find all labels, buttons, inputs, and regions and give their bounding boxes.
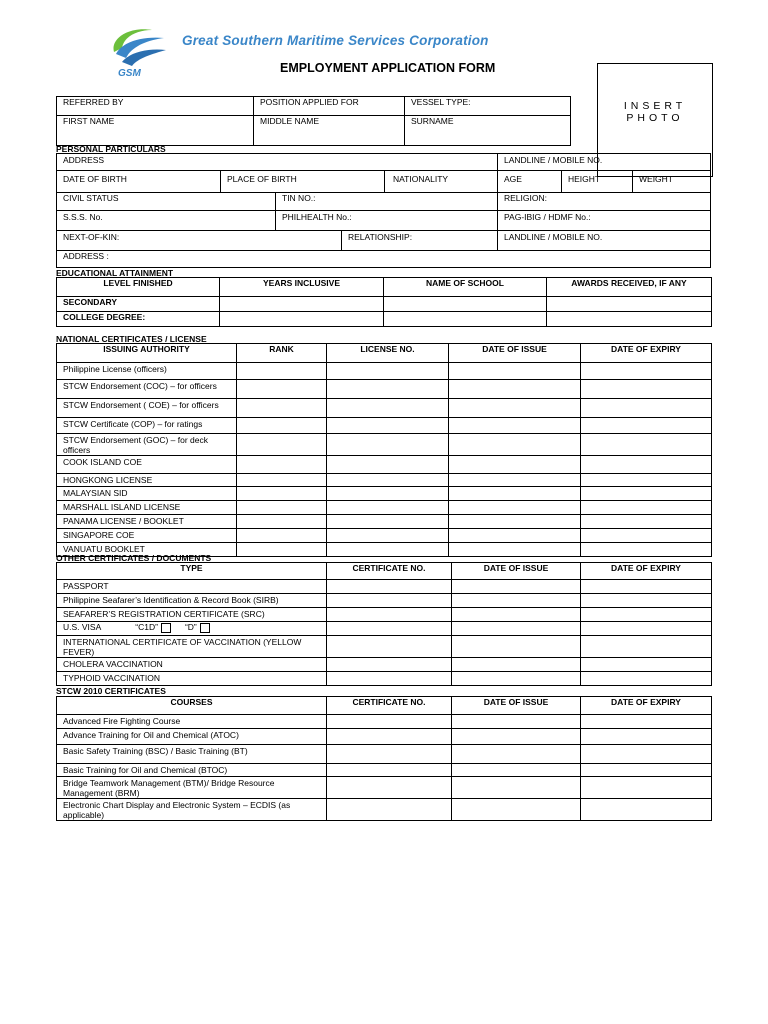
entry-cell[interactable]	[581, 764, 712, 777]
table-row	[57, 501, 712, 515]
row-label: Advanced Fire Fighting Course	[57, 715, 327, 729]
entry-cell[interactable]	[452, 799, 581, 821]
education-cell[interactable]	[547, 312, 712, 327]
address-field[interactable]: ADDRESS	[63, 155, 105, 165]
entry-cell[interactable]	[327, 622, 452, 636]
philhealth-field[interactable]: PHILHEALTH No.:	[282, 212, 352, 222]
entry-cell[interactable]	[327, 434, 449, 456]
vessel-type-field[interactable]: VESSEL TYPE:	[405, 97, 571, 116]
entry-cell[interactable]	[581, 434, 712, 456]
row-label: STCW Endorsement ( COE) – for officers	[57, 399, 237, 418]
entry-cell[interactable]	[581, 418, 712, 434]
us-visa-label: U.S. VISA	[63, 622, 102, 632]
personal-particulars-heading: PERSONAL PARTICULARS	[56, 144, 166, 154]
civil-status-field[interactable]: CIVIL STATUS	[63, 193, 119, 203]
row-label: COOK ISLAND COE	[57, 456, 237, 474]
table-row	[57, 456, 712, 474]
entry-cell[interactable]	[449, 363, 581, 380]
row-label: STCW Endorsement (GOC) – for deck officers	[57, 434, 237, 456]
table-row	[57, 434, 712, 456]
row-label: PANAMA LICENSE / BOOKLET	[57, 515, 237, 529]
table-row	[57, 764, 712, 777]
entry-cell[interactable]	[449, 456, 581, 474]
entry-cell[interactable]	[327, 529, 449, 543]
entry-cell[interactable]	[327, 715, 452, 729]
entry-cell[interactable]	[581, 399, 712, 418]
applicant-top-table	[56, 96, 571, 146]
entry-cell[interactable]	[452, 672, 581, 686]
education-table	[56, 277, 712, 327]
entry-cell[interactable]	[327, 399, 449, 418]
entry-cell[interactable]	[452, 636, 581, 658]
row-label: HONGKONG LICENSE	[57, 474, 237, 487]
col-certificate-no: CERTIFICATE NO.	[327, 563, 452, 580]
entry-cell[interactable]	[237, 501, 327, 515]
table-row	[57, 745, 712, 764]
entry-cell[interactable]	[327, 380, 449, 399]
row-label: Basic Safety Training (BSC) / Basic Training (BT)	[57, 745, 327, 764]
nok-address-field[interactable]: ADDRESS :	[63, 251, 109, 261]
table-row	[57, 515, 712, 529]
entry-cell[interactable]	[237, 434, 327, 456]
row-label: SINGAPORE COE	[57, 529, 237, 543]
table-row	[57, 487, 712, 501]
entry-cell[interactable]	[581, 729, 712, 745]
entry-cell[interactable]	[581, 487, 712, 501]
entry-cell[interactable]	[327, 764, 452, 777]
table-row	[57, 608, 712, 622]
entry-cell[interactable]	[581, 672, 712, 686]
table-row	[57, 580, 712, 594]
table-row	[57, 729, 712, 745]
entry-cell[interactable]	[449, 399, 581, 418]
entry-cell[interactable]	[449, 434, 581, 456]
entry-cell[interactable]	[452, 608, 581, 622]
entry-cell[interactable]	[581, 380, 712, 399]
entry-cell[interactable]	[327, 799, 452, 821]
entry-cell[interactable]	[581, 608, 712, 622]
visa-d-checkbox[interactable]	[200, 623, 210, 633]
row-label: Bridge Teamwork Management (BTM)/ Bridge Resource Management (BRM)	[57, 777, 327, 799]
entry-cell[interactable]	[327, 729, 452, 745]
company-logo	[108, 24, 168, 80]
photo-label-line2: PHOTO	[626, 112, 684, 124]
photo-label-line1: INSERT	[623, 100, 687, 112]
logo-text: GSM	[118, 68, 141, 79]
education-cell[interactable]	[384, 297, 547, 312]
row-label: Advance Training for Oil and Chemical (ATOC)	[57, 729, 327, 745]
entry-cell[interactable]	[449, 501, 581, 515]
religion-field[interactable]: RELIGION:	[504, 193, 547, 203]
entry-cell[interactable]	[327, 501, 449, 515]
education-row-label: SECONDARY	[57, 297, 220, 312]
table-row	[57, 672, 712, 686]
entry-cell[interactable]	[327, 594, 452, 608]
entry-cell[interactable]	[452, 594, 581, 608]
stcw-heading: STCW 2010 CERTIFICATES	[56, 686, 166, 696]
col-awards: AWARDS RECEIVED, IF ANY	[547, 278, 712, 297]
entry-cell[interactable]	[449, 380, 581, 399]
entry-cell[interactable]	[452, 658, 581, 672]
date-of-birth-field[interactable]: DATE OF BIRTH	[63, 174, 127, 184]
place-of-birth-field[interactable]: PLACE OF BIRTH	[227, 174, 297, 184]
row-label: Basic Training for Oil and Chemical (BTOC)	[57, 764, 327, 777]
entry-cell[interactable]	[237, 380, 327, 399]
company-name: Great Southern Maritime Services Corporation	[182, 33, 489, 48]
visa-c1d-checkbox[interactable]	[161, 623, 171, 633]
entry-cell[interactable]	[452, 745, 581, 764]
row-label: TYPHOID VACCINATION	[57, 672, 327, 686]
table-row	[57, 594, 712, 608]
entry-cell[interactable]	[581, 622, 712, 636]
entry-cell[interactable]	[327, 608, 452, 622]
table-row	[57, 363, 712, 380]
entry-cell[interactable]	[581, 501, 712, 515]
nok-landline-field[interactable]: LANDLINE / MOBILE NO.	[504, 232, 603, 242]
entry-cell[interactable]	[581, 543, 712, 557]
education-cell[interactable]	[220, 312, 384, 327]
entry-cell[interactable]	[327, 636, 452, 658]
entry-cell[interactable]	[581, 594, 712, 608]
us-visa-cell	[57, 622, 327, 636]
entry-cell[interactable]	[327, 418, 449, 434]
education-cell[interactable]	[384, 312, 547, 327]
position-applied-field[interactable]: POSITION APPLIED FOR	[254, 97, 405, 116]
entry-cell[interactable]	[237, 543, 327, 557]
surname-field[interactable]: SURNAME	[405, 116, 571, 146]
education-cell[interactable]	[220, 297, 384, 312]
table-row	[57, 529, 712, 543]
table-row	[57, 380, 712, 399]
entry-cell[interactable]	[581, 636, 712, 658]
tin-field[interactable]: TIN NO.:	[282, 193, 316, 203]
entry-cell[interactable]	[581, 474, 712, 487]
entry-cell[interactable]	[327, 474, 449, 487]
logo-swoosh-icon	[108, 24, 168, 70]
entry-cell[interactable]	[581, 658, 712, 672]
entry-cell[interactable]	[581, 799, 712, 821]
referred-by-field[interactable]: REFERRED BY	[57, 97, 254, 116]
col-date-of-issue: DATE OF ISSUE	[449, 344, 581, 363]
col-rank: RANK	[237, 344, 327, 363]
entry-cell[interactable]	[237, 474, 327, 487]
col-date-of-issue: DATE OF ISSUE	[452, 697, 581, 715]
entry-cell[interactable]	[452, 764, 581, 777]
row-label: Electronic Chart Display and Electronic System – ECDIS (as applicable)	[57, 799, 327, 821]
entry-cell[interactable]	[237, 515, 327, 529]
entry-cell[interactable]	[237, 456, 327, 474]
age-field[interactable]: AGE	[504, 174, 522, 184]
stcw-certificates-table	[56, 696, 712, 821]
col-issuing-authority: ISSUING AUTHORITY	[57, 344, 237, 363]
table-row	[57, 418, 712, 434]
entry-cell[interactable]	[452, 622, 581, 636]
education-row-label: COLLEGE DEGREE:	[57, 312, 220, 327]
middle-name-field[interactable]: MIDDLE NAME	[254, 116, 405, 146]
entry-cell[interactable]	[452, 580, 581, 594]
row-label: Philippine License (officers)	[57, 363, 237, 380]
col-date-of-expiry: DATE OF EXPIRY	[581, 563, 712, 580]
entry-cell[interactable]	[452, 715, 581, 729]
nationality-field[interactable]: NATIONALITY	[393, 174, 449, 184]
row-label: MALAYSIAN SID	[57, 487, 237, 501]
col-courses: COURSES	[57, 697, 327, 715]
entry-cell[interactable]	[449, 418, 581, 434]
us-visa-row	[57, 622, 712, 636]
col-date-of-expiry: DATE OF EXPIRY	[581, 697, 712, 715]
col-years-inclusive: YEARS INCLUSIVE	[220, 278, 384, 297]
entry-cell[interactable]	[327, 672, 452, 686]
pagibig-field[interactable]: PAG-IBIG / HDMF No.:	[504, 212, 591, 222]
entry-cell[interactable]	[327, 456, 449, 474]
entry-cell[interactable]	[327, 543, 449, 557]
col-date-of-expiry: DATE OF EXPIRY	[581, 344, 712, 363]
height-field[interactable]: HEIGHT	[568, 174, 601, 184]
table-row	[57, 777, 712, 799]
entry-cell[interactable]	[449, 515, 581, 529]
row-label: Philippine Seafarer’s Identification & Record Book (SIRB)	[57, 594, 327, 608]
entry-cell[interactable]	[452, 777, 581, 799]
entry-cell[interactable]	[581, 456, 712, 474]
row-label: SEAFARER’S REGISTRATION CERTIFICATE (SRC)	[57, 608, 327, 622]
row-label: STCW Certificate (COP) – for ratings	[57, 418, 237, 434]
sss-field[interactable]: S.S.S. No.	[63, 212, 103, 222]
table-row	[57, 399, 712, 418]
entry-cell[interactable]	[237, 399, 327, 418]
entry-cell[interactable]	[581, 529, 712, 543]
entry-cell[interactable]	[449, 529, 581, 543]
form-title: EMPLOYMENT APPLICATION FORM	[280, 61, 496, 75]
visa-d-label: “D”	[184, 622, 197, 632]
entry-cell[interactable]	[327, 487, 449, 501]
entry-cell[interactable]	[449, 487, 581, 501]
table-row	[57, 658, 712, 672]
relationship-field[interactable]: RELATIONSHIP:	[348, 232, 413, 242]
row-label: PASSPORT	[57, 580, 327, 594]
col-date-of-issue: DATE OF ISSUE	[452, 563, 581, 580]
entry-cell[interactable]	[327, 777, 452, 799]
other-certificates-table	[56, 562, 712, 686]
entry-cell[interactable]	[449, 543, 581, 557]
entry-cell[interactable]	[581, 515, 712, 529]
col-name-of-school: NAME OF SCHOOL	[384, 278, 547, 297]
table-row	[57, 799, 712, 821]
entry-cell[interactable]	[327, 580, 452, 594]
first-name-field[interactable]: FIRST NAME	[57, 116, 254, 146]
national-certificates-table	[56, 343, 712, 557]
row-label: INTERNATIONAL CERTIFICATE OF VACCINATION (YELLOW FEVER)	[57, 636, 327, 658]
entry-cell[interactable]	[581, 777, 712, 799]
row-label: CHOLERA VACCINATION	[57, 658, 327, 672]
next-of-kin-field[interactable]: NEXT-OF-KIN:	[63, 232, 120, 242]
education-cell[interactable]	[547, 297, 712, 312]
entry-cell[interactable]	[237, 487, 327, 501]
landline-field[interactable]: LANDLINE / MOBILE NO.	[504, 155, 603, 165]
col-certificate-no: CERTIFICATE NO.	[327, 697, 452, 715]
entry-cell[interactable]	[237, 418, 327, 434]
entry-cell[interactable]	[581, 580, 712, 594]
entry-cell[interactable]	[327, 515, 449, 529]
row-label: STCW Endorsement (COC) – for officers	[57, 380, 237, 399]
entry-cell[interactable]	[327, 658, 452, 672]
weight-field[interactable]: WEIGHT	[639, 174, 673, 184]
row-label: MARSHALL ISLAND LICENSE	[57, 501, 237, 515]
education-heading: EDUCATIONAL ATTAINMENT	[56, 268, 174, 278]
col-license-no: LICENSE NO.	[327, 344, 449, 363]
entry-cell[interactable]	[581, 363, 712, 380]
entry-cell[interactable]	[237, 529, 327, 543]
entry-cell[interactable]	[327, 745, 452, 764]
entry-cell[interactable]	[452, 729, 581, 745]
entry-cell[interactable]	[327, 363, 449, 380]
col-type: TYPE	[57, 563, 327, 580]
visa-c1d-label: “C1D”	[135, 622, 158, 632]
table-row	[57, 474, 712, 487]
national-certificates-heading: NATIONAL CERTIFICATES / LICENSE	[56, 334, 207, 344]
personal-particulars-grid	[56, 153, 711, 268]
table-row	[57, 636, 712, 658]
entry-cell[interactable]	[581, 715, 712, 729]
entry-cell[interactable]	[449, 474, 581, 487]
entry-cell[interactable]	[237, 363, 327, 380]
row-label: VANUATU BOOKLET	[57, 543, 237, 557]
table-row	[57, 715, 712, 729]
other-certificates-heading: OTHER CERTIFICATES / DOCUMENTS	[56, 553, 212, 563]
entry-cell[interactable]	[581, 745, 712, 764]
col-level-finished: LEVEL FINISHED	[57, 278, 220, 297]
